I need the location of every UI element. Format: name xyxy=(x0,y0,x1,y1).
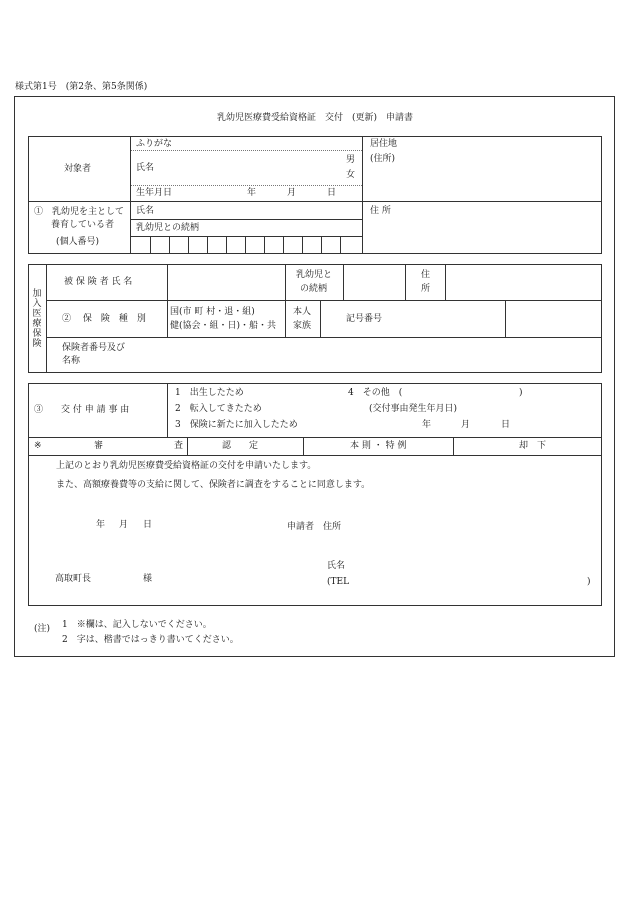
guardian-name-label: 氏名 xyxy=(136,206,155,216)
male-option[interactable]: 男 xyxy=(346,155,356,165)
notes-label: (注) xyxy=(34,624,51,634)
guardian-relation-label: 乳幼児との続柄 xyxy=(136,223,200,233)
insurance-side-label: 加 入 医 療 保 険 xyxy=(32,289,42,349)
insurance-type-label: ② 保 険 種 別 xyxy=(62,314,146,324)
symbol-number-label: 記号番号 xyxy=(346,314,383,324)
birth-month: 月 xyxy=(287,188,297,198)
birth-day: 日 xyxy=(327,188,337,198)
note-2: 2 字は、楷書ではっきり書いてください。 xyxy=(62,635,239,645)
residence-sub-label: (住所) xyxy=(370,154,396,164)
residence-label: 居住地 xyxy=(370,139,398,149)
form-title: 乳幼児医療費受給資格証 交付 (更新) 申請書 xyxy=(216,113,414,123)
reason-date-label: (交付事由発生年月日) xyxy=(369,404,458,414)
reason-day: 日 xyxy=(501,420,511,430)
reason-item-4[interactable]: 4 その他 ( xyxy=(348,388,403,398)
declaration-day: 日 xyxy=(143,520,153,530)
insurance-address-1: 住 xyxy=(421,270,431,280)
declaration-line-1: 上記のとおり乳幼児医療費受給資格証の交付を申請いたします。 xyxy=(56,461,317,471)
guardian-address-label: 住 所 xyxy=(370,206,391,216)
furigana-label: ふりがな xyxy=(136,139,173,149)
birthdate-label: 生年月日 xyxy=(136,188,173,198)
review-audit: 審 xyxy=(94,441,104,451)
reason-item-1[interactable]: 1 出生したため xyxy=(175,388,244,398)
birth-year: 年 xyxy=(247,188,257,198)
guardian-label-2: 養育している者 xyxy=(51,220,115,230)
female-option[interactable]: 女 xyxy=(346,170,356,180)
mayor-label: 高取町長 xyxy=(55,574,92,584)
reason-year: 年 xyxy=(422,420,432,430)
reason-label: ③ 交 付 申 請 事 由 xyxy=(34,405,130,415)
guardian-label-1: ① 乳幼児を主として xyxy=(34,207,125,217)
relation-label-1: 乳幼児と xyxy=(296,270,333,280)
applicant-tel-label: (TEL xyxy=(327,577,350,587)
insurer-label-2: 名称 xyxy=(62,356,81,366)
reason-item-3[interactable]: 3 保険に新たに加入したため xyxy=(175,420,298,430)
reason-month: 月 xyxy=(461,420,471,430)
subject-name-label: 氏名 xyxy=(136,163,155,173)
declaration-year: 年 xyxy=(96,520,106,530)
person-family[interactable]: 家族 xyxy=(293,321,312,331)
review-audit-2: 査 xyxy=(174,441,184,451)
declaration-line-2: また、高額療養費等の支給に関して、保険者に調査をすることに同意します。 xyxy=(56,480,371,490)
subject-label: 対象者 xyxy=(64,164,92,174)
note-1: 1 ※欄は、記入しないでください。 xyxy=(62,620,212,630)
insured-name-label: 被 保 険 者 氏 名 xyxy=(64,277,133,287)
review-reject: 却 下 xyxy=(519,441,547,451)
insurance-type-line2[interactable]: 健(協会・組・日)・船・共 xyxy=(170,321,277,331)
guardian-id-label: (個人番号) xyxy=(56,237,100,247)
reason-item-2[interactable]: 2 転入してきたため xyxy=(175,404,262,414)
insurer-label-1: 保険者番号及び xyxy=(62,343,126,353)
insurance-type-line1[interactable]: 国(市 町 村・退・組) xyxy=(170,307,255,317)
applicant-name-label: 氏名 xyxy=(327,561,346,571)
application-section xyxy=(28,383,602,606)
applicant-tel-close: ) xyxy=(587,577,591,587)
relation-label-2: の続柄 xyxy=(300,284,328,294)
review-rule: 本 則 ・ 特 例 xyxy=(350,441,407,451)
reason-item-4-close: ) xyxy=(519,388,523,398)
applicant-address-label: 申請者 住所 xyxy=(287,522,342,532)
insurance-address-2: 所 xyxy=(421,284,431,294)
person-self[interactable]: 本人 xyxy=(293,307,312,317)
form-number-label: 様式第1号 (第2条、第5条関係) xyxy=(15,82,148,92)
mayor-honorific: 様 xyxy=(143,574,153,584)
declaration-month: 月 xyxy=(119,520,129,530)
review-mark: ※ xyxy=(34,441,42,451)
review-approve: 認 定 xyxy=(222,441,259,451)
